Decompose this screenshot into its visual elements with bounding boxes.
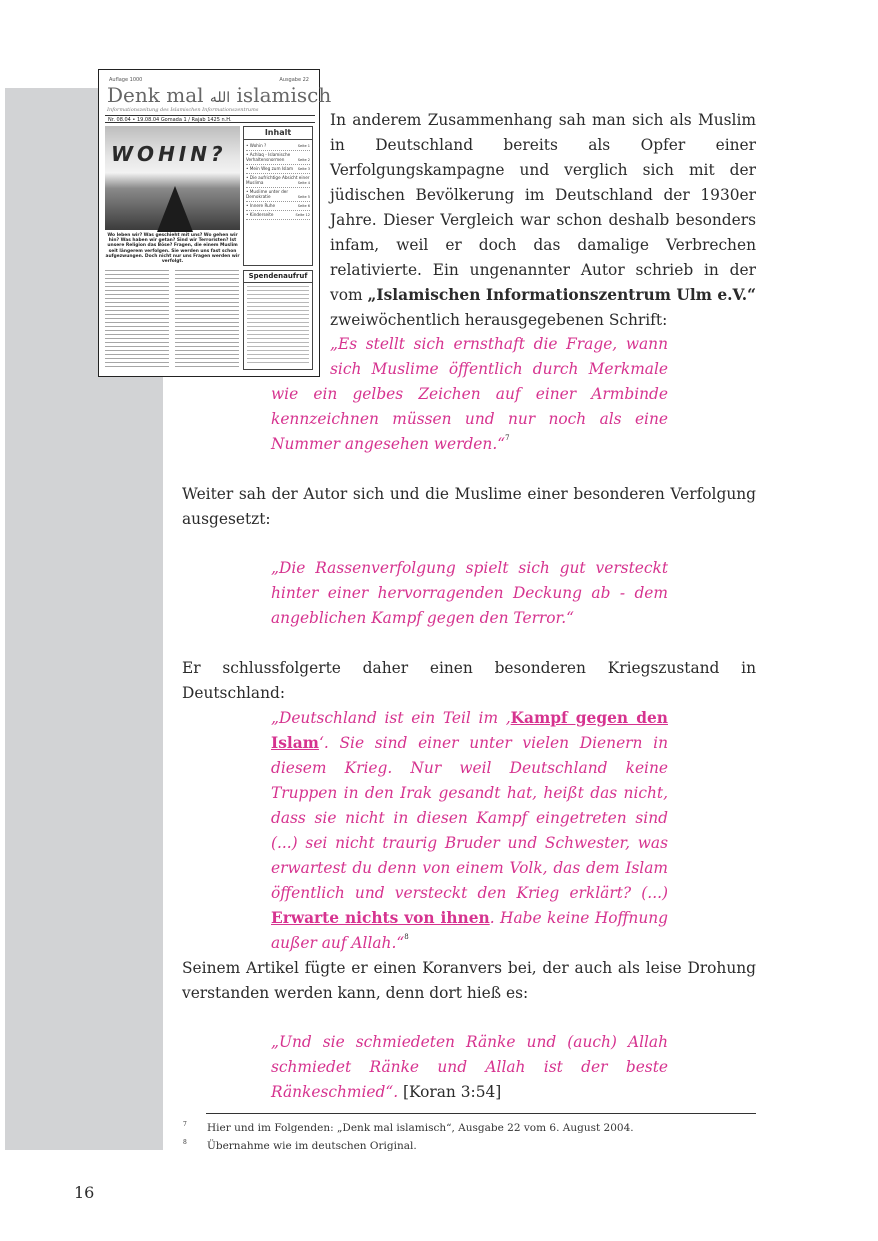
contents-item: • Mein Weg zum Islam Seite 3 xyxy=(246,165,310,174)
contents-item: • Wohin ? Seite 1 xyxy=(246,142,310,151)
clipping-photo xyxy=(105,126,240,230)
masthead-left: Denk mal xyxy=(107,83,204,107)
contents-item: • Die aufrichtige Absicht einer Muslima Seite 4 xyxy=(246,174,310,188)
clipping-contents-heading: Inhalt xyxy=(244,127,312,140)
masthead-right: islamisch xyxy=(236,83,332,107)
quote-1-block: „Es stellt sich ernsthaft die Frage, wann sich Muslime öffentlich durch Merkmale wie ein gelbes Zeichen auf einer Armbinde kennzeichnen müssen und nur noch als eine Nummer angesehen werden.“$^7$ xyxy=(271,332,668,457)
clipping-edition-right: Ausgabe 22 xyxy=(279,77,309,83)
footnote-divider xyxy=(206,1113,756,1114)
quote-2: „Die Rassenverfolgung spielt sich gut versteckt hinter einer hervorragenden Deckung ab - dem angeblichen Kampf gegen den Terror.“ xyxy=(271,559,668,627)
clipping-subtitle: Informationszeitung des Islamischen Informationszentrums xyxy=(107,107,259,113)
clipping-donation-heading: Spendenaufruf xyxy=(244,271,312,283)
quote-3-emphasis-1: Kampf gegen den Islam xyxy=(271,709,668,752)
clipping-photo-headline: WOHIN? xyxy=(111,142,227,166)
masthead-arabic: الله xyxy=(209,90,231,106)
canoe-shape xyxy=(157,186,193,232)
footnote-8 xyxy=(183,1138,763,1154)
quote-4: „Und sie schmiedeten Ränke und (auch) Allah schmiedet Ränke und Allah ist der beste Ränkeschmied“. [Koran 3:54] xyxy=(271,1033,668,1101)
page-number: 16 xyxy=(74,1183,95,1202)
clipping-contents-list xyxy=(244,142,312,220)
contents-item: • Innere Ruhe Seite 6 xyxy=(246,202,310,211)
quote-3: „Deutschland ist ein Teil im ‚Kampf gegen den Islam‘. Sie sind einer unter vielen Dienern in diesem Krieg. Nur weil Deutschland keine Truppen in den Irak gesandt hat, heißt das nicht, dass sie nicht in diesen Kampf eingetreten sind (...) sei nicht traurig Bruder und Schwester, was erwartest du denn von einem Volk, das dem Islam öffentlich und versteckt den Krieg erklärt? (...) Erwarte nichts von ihnen. Habe keine Hoffnung außer auf Allah.“$^8$ xyxy=(271,709,668,952)
footnote-8-mark: 8 xyxy=(183,1139,187,1146)
paragraph-2: Weiter sah der Autor sich und die Muslime einer besonderen Verfolgung ausgesetzt: xyxy=(182,485,756,528)
footnote-7-mark: 7 xyxy=(183,1121,187,1128)
footnote-7-text: Hier und im Folgenden: „Denk mal islamisch“, Ausgabe 22 vom 6. August 2004. xyxy=(207,1122,634,1134)
paragraph-4: Seinem Artikel fügte er einen Koranvers bei, der auch als leise Drohung verstanden werden kann, denn dort hieß es: xyxy=(182,959,756,1002)
clipping-contents-box xyxy=(243,126,313,266)
wrap-spacer xyxy=(271,332,330,382)
organization-name: „Islamischen Informationszentrum Ulm e.V.“ xyxy=(367,286,756,304)
newspaper-clipping-image xyxy=(98,69,332,377)
contents-item: • Kinderseite Seite 12 xyxy=(246,211,310,220)
contents-item: • Achlaq - Islamische Verhaltensnormen Seite 2 xyxy=(246,151,310,165)
intro-paragraph: In anderem Zusammenhang sah man sich als Muslim in Deutschland bereits als Opfer einer Verfolgungskampagne und verglich sich mit der jüdischen Bevölkerung im Deutschland der 1930er Jahre. Dieser Vergleich war schon deshalb besonders infam, weil er doch das damalige Verbrechen relativierte. Ein ungenannter Autor schrieb in der vom „Islamischen Informationszentrum Ulm e.V.“ zweiwöchentlich herausgegebenen Schrift: xyxy=(330,111,756,329)
koran-reference: [Koran 3:54] xyxy=(398,1083,502,1101)
clipping-edition-left: Auflage 1000 xyxy=(109,77,143,83)
clipping-masthead xyxy=(107,83,332,107)
clipping-date-line: Nr. 08.04 • 19.08.04 Gomada 1 / Rajab 1425 n.H. xyxy=(105,115,315,123)
footnote-marker-8: 8 xyxy=(404,933,409,941)
footnote-7 xyxy=(183,1120,763,1136)
paragraph-3: Er schlussfolgerte daher einen besonderen Kriegszustand in Deutschland: xyxy=(182,659,756,702)
clipping-text-column-2 xyxy=(175,270,239,370)
quote-3-emphasis-2: Erwarte nichts von ihnen xyxy=(271,909,490,927)
footnote-marker-7: 7 xyxy=(505,434,510,442)
contents-item: • Muslime unter der Demokratie Seite 5 xyxy=(246,188,310,202)
clipping-text-column-1 xyxy=(105,270,169,370)
footnote-8-text: Übernahme wie im deutschen Original. xyxy=(207,1140,417,1152)
clipping-photo-caption: Wo leben wir? Was geschieht mit uns? Wo gehen wir hin? Was haben wir getan? Sind wir Terroristen? Ist unsere Religion das Böse? Fragen, die einem Muslim seit längerem verfolgen. Sie werden uns fast schon aufgezwungen. Doch nicht nur uns Fragen werden wir verfolgt. xyxy=(105,233,240,265)
